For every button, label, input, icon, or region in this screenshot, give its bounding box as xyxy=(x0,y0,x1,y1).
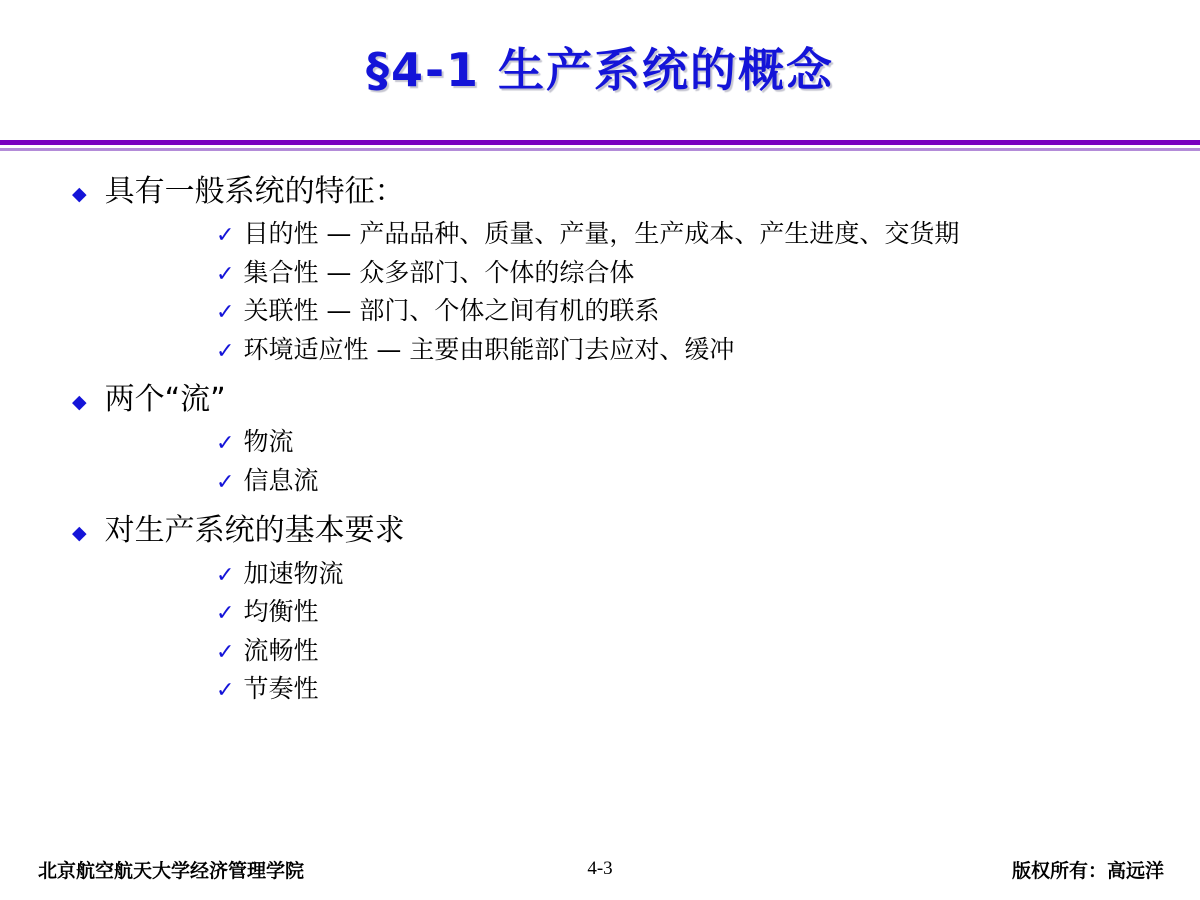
title-area xyxy=(0,34,1200,100)
check-icon: ✓ xyxy=(216,431,235,457)
sub-bullet-text: 信息流 xyxy=(243,465,319,495)
check-icon: ✓ xyxy=(216,223,235,249)
page-title: §4-1 生产系统的概念 xyxy=(365,43,835,97)
bullet-item-level2 xyxy=(0,633,1200,669)
bullet-text: 两个“流” xyxy=(104,382,226,418)
sub-bullet-text: 节奏性 xyxy=(243,674,319,704)
bullet-item-level2 xyxy=(0,255,1200,291)
sub-bullet-text: 流畅性 xyxy=(243,635,319,665)
check-icon: ✓ xyxy=(216,601,235,627)
bullet-item-level1 xyxy=(0,380,1200,420)
check-icon: ✓ xyxy=(216,261,235,287)
spacer xyxy=(0,501,1200,511)
sub-bullet-text: 物流 xyxy=(243,427,294,457)
footer-institution: 北京航空航天大学经济管理学院 xyxy=(38,860,305,882)
bullet-item-level1 xyxy=(0,172,1200,212)
check-icon: ✓ xyxy=(216,562,235,588)
footer-copyright: 版权所有：高远洋 xyxy=(1011,860,1164,882)
check-icon: ✓ xyxy=(216,639,235,665)
sub-bullet-text: 目的性 — 产品品种、质量、产量，生产成本、产生进度、交货期 xyxy=(243,219,960,249)
bullet-item-level2 xyxy=(0,594,1200,630)
bullet-item-level2 xyxy=(0,463,1200,499)
diamond-bullet-icon: ◆ xyxy=(72,184,87,205)
diamond-bullet-icon: ◆ xyxy=(72,392,87,414)
bullet-text: 具有一般系统的特征： xyxy=(104,174,405,209)
sub-bullet-text: 均衡性 xyxy=(243,597,319,627)
bullet-item-level2 xyxy=(0,556,1200,592)
sub-bullet-text: 关联性 — 部门、个体之间有机的联系 xyxy=(243,296,660,326)
bullet-item-level2 xyxy=(0,671,1200,707)
check-icon: ✓ xyxy=(216,469,235,495)
bullet-item-level2 xyxy=(0,216,1200,252)
bullet-item-level1 xyxy=(0,511,1200,551)
bullet-text: 对生产系统的基本要求 xyxy=(104,513,405,549)
sub-bullet-text: 环境适应性 — 主要由职能部门去应对、缓冲 xyxy=(243,334,735,364)
footer-page-number: 4-3 xyxy=(587,858,613,879)
check-icon: ✓ xyxy=(216,338,235,364)
check-icon: ✓ xyxy=(216,300,235,326)
sub-bullet-text: 加速物流 xyxy=(243,558,344,588)
bullet-item-level2 xyxy=(0,424,1200,460)
diamond-bullet-icon: ◆ xyxy=(72,523,87,545)
slide-footer xyxy=(0,856,1200,886)
bullet-item-level2 xyxy=(0,332,1200,368)
spacer xyxy=(0,370,1200,380)
check-icon: ✓ xyxy=(216,678,235,704)
bullet-item-level2 xyxy=(0,293,1200,329)
sub-bullet-text: 集合性 — 众多部门、个体的综合体 xyxy=(243,257,635,287)
divider-top xyxy=(0,140,1200,145)
slide-body xyxy=(0,172,1200,710)
divider-bottom xyxy=(0,148,1200,151)
